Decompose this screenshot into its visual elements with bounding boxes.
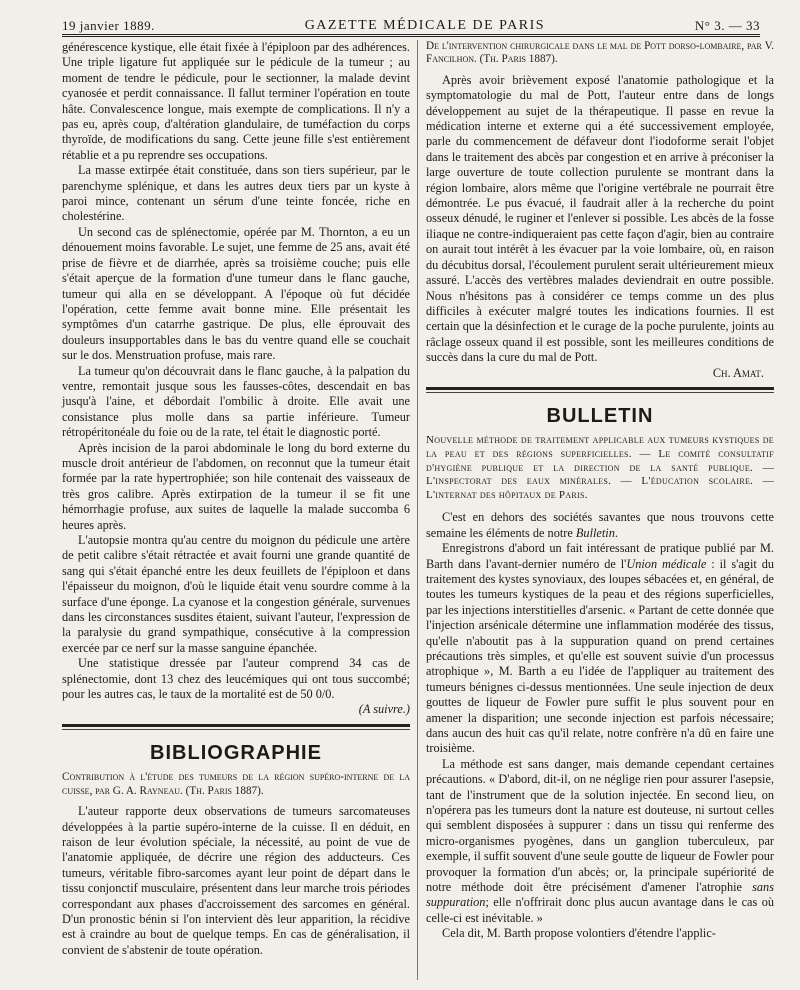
bibliographie-heading: BIBLIOGRAPHIE bbox=[150, 741, 322, 764]
text-run-italic: sans suppuration bbox=[426, 880, 774, 910]
text-run: C'est en dehors des sociétés savantes que nous trouvons cette semaine les éléments de notre bbox=[426, 510, 774, 540]
text-run-italic: Union médicale bbox=[626, 556, 707, 571]
paragraph: Après avoir brièvement exposé l'anatomie pathologique et la symptomatologie du mal de Pott, l'auteur entre dans de longs développement au sujet de la thérapeutique. Il passe en revue la médication interne et externe qui a été successivement employée, parle du commencement de défaveur dont l'iodoforme serait l'objet dans le traitement des abcès par congestion et en arrive à préconiser la large ouverture de toute collection purulente se montrant dans la région lombaire, alors même que l'origine vertébrale ne pourrait être démontrée. Le pus évacué, il faudrait aller à la recherche du point osseux dénudé, le ruginer et l'enlever si possible. Les abcès de la fosse iliaque ne contre-indiqueraient pas cette façon d'agir, bien au contraire on aurait tout intérêt à les évacuer par la voie lombaire, où, en raison du décubitus dorsal, l'écoulement purulent serait ultérieurement mieux assuré. L'accès des vertèbres malades deviendrait en outre possible. Nous n'hésitons pas à considérer ce temps comme un des plus difficiles à exécuter malgré toutes les indications fournies. Il est certain que la désinfection et le curage de la poche purulente, joints au râclage osseux quand il est possible, sont les meilleures conditions de succès dans la cure du mal de Pott. bbox=[426, 72, 774, 365]
page-header bbox=[62, 10, 760, 37]
text-run: Enregistrons d'abord un fait intéressant de pratique publié par M. Barth dans l'avant-dernier numéro de l' bbox=[426, 541, 774, 571]
paragraph: Un second cas de splénectomie, opérée par M. Thornton, a eu un dénouement moins favorable. Le sujet, une femme de 25 ans, avait été prise de fièvre et de diarrhée, après sa troisième couche; puis elle s'était aperçue de la formation d'une tumeur dans le flanc gauche, tumeur qui alla en se développant. A l'époque où fut décidée l'opération, cette femme avait bonne mine. Elle présentait les symptômes d'un catarrhe gastrique. De plus, elle éprouvait des douleurs insupportables dans le bas du ventre quand elle se couchait sur le dos. Menstruation profuse, mais rare. bbox=[62, 224, 410, 363]
to-be-continued: (A suivre.) bbox=[358, 702, 410, 717]
bulletin-heading: BULLETIN bbox=[546, 404, 654, 427]
text-run: ; elle n'offrirait donc plus aucun avantage dans le cas où celle-ci est inévitable. » bbox=[426, 895, 774, 925]
paragraph bbox=[426, 757, 774, 926]
column-divider bbox=[417, 40, 418, 980]
text-run: : il s'agit du traitement des kystes synoviaux, des loupes sébacées et, en général, de toutes les tumeurs kystiques de la peau et des régions superficielles, par les injections interstitielles d'arsenic. « Partant de cette donnée que l'injection arsénicale détermine une inflammation modérée des tissus, qu'elle n'aboutit pas à la suppuration quand on prend certaines précautions très simples, et qu'elle est souvent suivie d'un processus atrophique », M. Barth a eu l'idée de l'appliquer au traitement des tumeurs bénignes ci-dessus mentionnées. Une seule injection de deux gouttes de liqueur de Fowler pure suffit le plus souvent pour en amener la disparition; une seconde injection est parfois nécessaire; dans aucun des huit cas qu'il relate, notre confrère n'a dû en faire une troisième. bbox=[426, 556, 774, 756]
bibliography-entry: De l'intervention chirurgicale dans le mal de Pott dorso-lombaire, par V. Fancilhon. (Th. Paris 1887). bbox=[426, 40, 774, 66]
header-issue-number: N° 3. — 33 bbox=[694, 18, 760, 33]
paragraph: générescence kystique, elle était fixée à l'épiploon par des adhérences. Une triple ligature fut appliquée sur le pédicule de la tumeur ; au moment de tendre le pédicule, pour le sectionner, la malade devint cyanosée et perdit connaissance. Il fallut terminer l'opération en toute hâte. Convalescence longue, mais exempte de complications. Il n'y a pas eu, après coup, d'altération glandulaire, de tuméfaction du corps thyroïde, de modifications du sang. Cette jeune fille s'est entièrement rétablie et a pu reprendre ses occupations. bbox=[62, 40, 410, 162]
paragraph: L'auteur rapporte deux observations de tumeurs sarcomateuses développées à la partie supéro-interne de la cuisse. Il en déduit, en raison de leur évolution spéciale, la nécessité, au point de vue de l'anatomie appliquée, de décrire une région des adducteurs. Ces tumeurs, véritable fibro-sarcomes ayant leur point de départ dans le tissu conjonctif musculaire, présentent dans leur marche trois périodes correspondant aux phases d'accroissement des sarcomes en général. D'un pronostic bénin si l'on intervient dès leur apparition, la récidive est à craindre au bout de quelque temps. En cas de généralisation, il convient de s'abstenir de toute opération. bbox=[62, 804, 410, 957]
author-signature: Ch. Amat. bbox=[712, 365, 764, 380]
header-journal-title: GAZETTE MÉDICALE DE PARIS bbox=[304, 18, 546, 33]
header-date: 19 janvier 1889. bbox=[62, 18, 155, 33]
section-rule bbox=[62, 724, 410, 727]
left-column bbox=[62, 40, 410, 958]
paragraph: Après incision de la paroi abdominale le long du bord externe du muscle droit antérieur de l'abdomen, on reconnut que la tumeur était formée par la rate hypertrophiée; son hile contenait des vaisseaux de très gros calibre. Après extirpation de la tumeur il se fit une hémorrhagie profuse, aux suites de laquelle la malade succomba 6 heures après. bbox=[62, 440, 410, 532]
text-run: La méthode est sans danger, mais demande cependant certaines précautions. « D'abord, dit-il, on ne néglige rien pour assurer l'asepsie, tant de l'instrument que de la solution injectée. En second lieu, on n'opérera pas les tumeurs dont la nature est douteuse, ni surtout celles qui semblent disposées à suppurer : dans un tissu qui renferme des micro-organismes pyogènes, dans un ganglion tuberculeux, par exemple, il suffit souvent d'une seule goutte de liqueur de Fowler pour provoquer la formation d'un abcès; or, la principale supériorité de notre méthode doit être précisément d'amener l'atrophie bbox=[426, 756, 774, 895]
section-rule bbox=[62, 729, 410, 730]
section-rule bbox=[426, 392, 774, 393]
paragraph: La masse extirpée était constituée, dans son tiers supérieur, par le parenchyme splénique, et dans les autres deux tiers par un kyste à paroi mince, contenant un sérum d'une teinte foncée, riche en cholestérine. bbox=[62, 163, 410, 224]
right-column bbox=[426, 40, 774, 942]
paragraph: Une statistique dressée par l'auteur comprend 34 cas de splénectomie, dont 13 chez des leucémiques qui ont tous succombé; pour les autres cas, le taux de la mortalité est de 50 0/0. bbox=[62, 656, 410, 702]
paragraph: Cela dit, M. Barth propose volontiers d'étendre l'applic- bbox=[442, 926, 716, 941]
text-run-italic: Bulletin bbox=[575, 525, 615, 540]
text-run: . bbox=[614, 525, 618, 540]
paragraph: La tumeur qu'on découvrait dans le flanc gauche, à la palpation du ventre, remontait jusque sous les fausses-côtes, descendait en bas jusqu'à l'aine, et débordait l'ombilic à droite. Elle avait une consistance plus molle dans sa partie inférieure. Tumeur rétropéritonéale du foie ou de la rate, tel était le diagnostic porté. bbox=[62, 363, 410, 440]
bibliography-entry: Contribution à l'étude des tumeurs de la région supéro-interne de la cuisse, par G. A. Rayneau. (Th. Paris 1887). bbox=[62, 771, 410, 797]
paragraph: L'autopsie montra qu'au centre du moignon du pédicule une artère de petit calibre s'était rétractée et avait fourni une grande quantité de sang qui s'était épanché entre les deux feuillets de l'épiploon et dans l'épaisseur du moignon, d'où le liquide était venu sourdre comme à la surface d'une éponge. La cyanose et la congestion générale, survenues dans les circonstances susdites étaient, suivant l'auteur, l'expression de la paralysie du grand sympathique, consécutive à la compression exercée par ce nerf sur la masse sanguine épanchée. bbox=[62, 533, 410, 655]
bulletin-summary: Nouvelle méthode de traitement applicable aux tumeurs kystiques de la peau et des régions superficielles. — Le comité consultatif d'hygiène publique et la direction de la santé publique. — L'inspectorat des eaux minérales. — L'éducation scolaire. — L'internat des hôpitaux de Paris. bbox=[426, 434, 774, 501]
paragraph bbox=[426, 541, 774, 757]
paragraph bbox=[426, 510, 774, 541]
section-rule bbox=[426, 387, 774, 390]
